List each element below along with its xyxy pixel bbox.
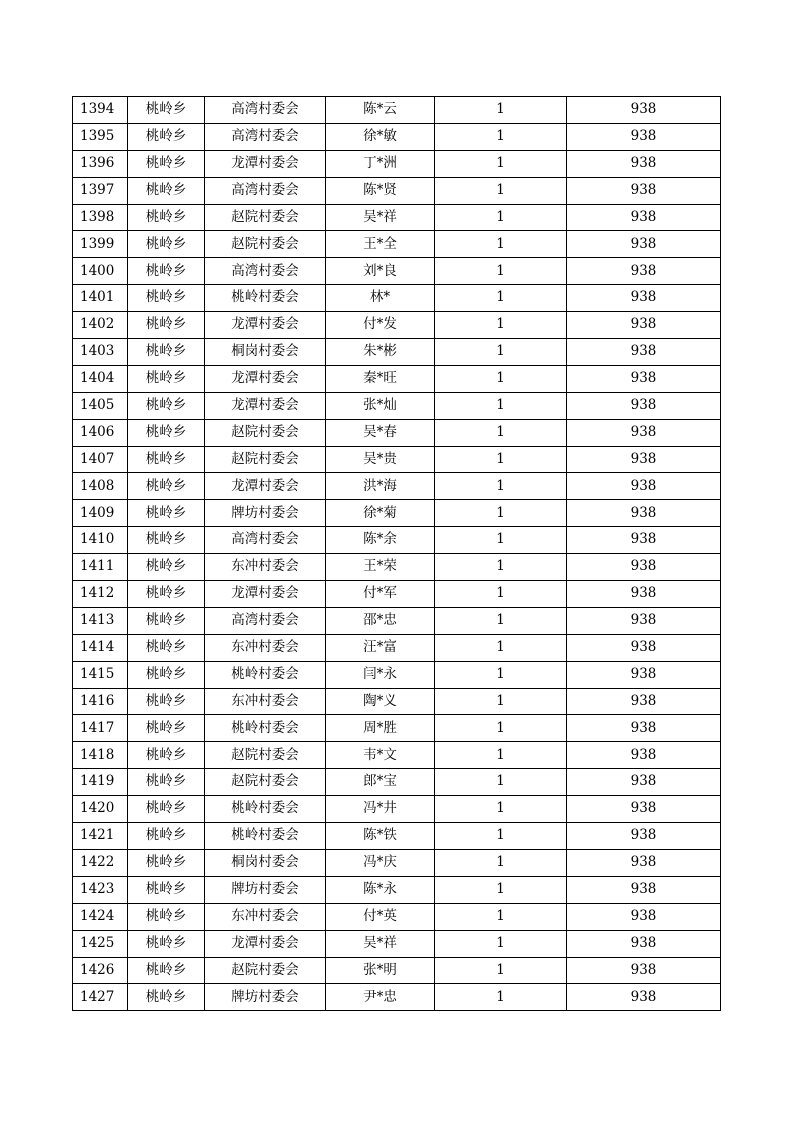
cell-id: 1410 [73, 527, 128, 554]
table-row [73, 392, 721, 419]
cell-name: 陈*铁 [326, 823, 435, 850]
table-row [73, 688, 721, 715]
cell-town: 桃岭乡 [128, 365, 205, 392]
cell-village: 高湾村委会 [205, 123, 326, 150]
cell-amount: 938 [567, 419, 721, 446]
cell-name: 邵*忠 [326, 607, 435, 634]
cell-town: 桃岭乡 [128, 231, 205, 258]
cell-village: 桃岭村委会 [205, 661, 326, 688]
cell-town: 桃岭乡 [128, 204, 205, 231]
cell-name: 洪*海 [326, 473, 435, 500]
cell-village: 桃岭村委会 [205, 823, 326, 850]
cell-count: 1 [435, 849, 567, 876]
table-row [73, 876, 721, 903]
cell-town: 桃岭乡 [128, 876, 205, 903]
cell-id: 1420 [73, 796, 128, 823]
cell-name: 尹*忠 [326, 984, 435, 1011]
cell-id: 1411 [73, 554, 128, 581]
cell-count: 1 [435, 231, 567, 258]
cell-name: 朱*彬 [326, 339, 435, 366]
cell-town: 桃岭乡 [128, 742, 205, 769]
cell-name: 丁*洲 [326, 150, 435, 177]
table-row [73, 796, 721, 823]
cell-amount: 938 [567, 715, 721, 742]
cell-name: 郎*宝 [326, 769, 435, 796]
cell-town: 桃岭乡 [128, 419, 205, 446]
cell-name: 冯*井 [326, 796, 435, 823]
table-row [73, 661, 721, 688]
cell-name: 闫*永 [326, 661, 435, 688]
cell-id: 1406 [73, 419, 128, 446]
cell-name: 陈*永 [326, 876, 435, 903]
cell-name: 林* [326, 285, 435, 312]
cell-town: 桃岭乡 [128, 930, 205, 957]
cell-count: 1 [435, 312, 567, 339]
cell-amount: 938 [567, 231, 721, 258]
cell-village: 赵院村委会 [205, 231, 326, 258]
cell-amount: 938 [567, 392, 721, 419]
cell-count: 1 [435, 150, 567, 177]
cell-town: 桃岭乡 [128, 473, 205, 500]
cell-name: 刘*良 [326, 258, 435, 285]
table-row [73, 984, 721, 1011]
cell-id: 1404 [73, 365, 128, 392]
cell-count: 1 [435, 581, 567, 608]
table-row [73, 177, 721, 204]
table-row [73, 930, 721, 957]
cell-town: 桃岭乡 [128, 554, 205, 581]
cell-id: 1418 [73, 742, 128, 769]
cell-name: 付*英 [326, 903, 435, 930]
cell-town: 桃岭乡 [128, 715, 205, 742]
cell-name: 陈*余 [326, 527, 435, 554]
cell-amount: 938 [567, 285, 721, 312]
cell-village: 高湾村委会 [205, 607, 326, 634]
cell-count: 1 [435, 258, 567, 285]
cell-name: 汪*富 [326, 634, 435, 661]
cell-count: 1 [435, 527, 567, 554]
cell-count: 1 [435, 661, 567, 688]
cell-name: 吴*贵 [326, 446, 435, 473]
cell-village: 桃岭村委会 [205, 796, 326, 823]
cell-town: 桃岭乡 [128, 285, 205, 312]
cell-name: 徐*菊 [326, 500, 435, 527]
cell-id: 1414 [73, 634, 128, 661]
cell-id: 1413 [73, 607, 128, 634]
cell-village: 高湾村委会 [205, 177, 326, 204]
cell-count: 1 [435, 930, 567, 957]
cell-town: 桃岭乡 [128, 581, 205, 608]
cell-id: 1396 [73, 150, 128, 177]
cell-amount: 938 [567, 769, 721, 796]
cell-amount: 938 [567, 661, 721, 688]
table-row [73, 231, 721, 258]
cell-village: 龙潭村委会 [205, 473, 326, 500]
cell-name: 王*全 [326, 231, 435, 258]
cell-count: 1 [435, 984, 567, 1011]
table-row [73, 446, 721, 473]
cell-name: 陶*义 [326, 688, 435, 715]
cell-id: 1398 [73, 204, 128, 231]
cell-village: 龙潭村委会 [205, 581, 326, 608]
cell-count: 1 [435, 634, 567, 661]
cell-id: 1424 [73, 903, 128, 930]
cell-village: 高湾村委会 [205, 97, 326, 124]
cell-amount: 938 [567, 796, 721, 823]
cell-village: 桐岗村委会 [205, 849, 326, 876]
cell-count: 1 [435, 446, 567, 473]
cell-village: 东冲村委会 [205, 554, 326, 581]
cell-count: 1 [435, 392, 567, 419]
cell-amount: 938 [567, 554, 721, 581]
cell-town: 桃岭乡 [128, 527, 205, 554]
cell-count: 1 [435, 285, 567, 312]
cell-town: 桃岭乡 [128, 258, 205, 285]
cell-amount: 938 [567, 97, 721, 124]
cell-count: 1 [435, 688, 567, 715]
cell-name: 徐*敏 [326, 123, 435, 150]
cell-name: 吴*春 [326, 419, 435, 446]
table-row [73, 500, 721, 527]
cell-town: 桃岭乡 [128, 446, 205, 473]
cell-count: 1 [435, 742, 567, 769]
cell-town: 桃岭乡 [128, 500, 205, 527]
cell-village: 赵院村委会 [205, 957, 326, 984]
cell-town: 桃岭乡 [128, 688, 205, 715]
cell-town: 桃岭乡 [128, 984, 205, 1011]
cell-id: 1395 [73, 123, 128, 150]
cell-town: 桃岭乡 [128, 392, 205, 419]
cell-village: 赵院村委会 [205, 419, 326, 446]
cell-town: 桃岭乡 [128, 123, 205, 150]
cell-id: 1417 [73, 715, 128, 742]
table-body [73, 97, 721, 1011]
cell-town: 桃岭乡 [128, 177, 205, 204]
table-row [73, 365, 721, 392]
cell-count: 1 [435, 903, 567, 930]
cell-village: 牌坊村委会 [205, 500, 326, 527]
cell-village: 龙潭村委会 [205, 365, 326, 392]
table-row [73, 957, 721, 984]
cell-amount: 938 [567, 365, 721, 392]
cell-id: 1422 [73, 849, 128, 876]
cell-amount: 938 [567, 150, 721, 177]
cell-village: 桐岗村委会 [205, 339, 326, 366]
cell-town: 桃岭乡 [128, 339, 205, 366]
cell-count: 1 [435, 796, 567, 823]
cell-amount: 938 [567, 903, 721, 930]
cell-village: 牌坊村委会 [205, 876, 326, 903]
cell-id: 1425 [73, 930, 128, 957]
cell-town: 桃岭乡 [128, 769, 205, 796]
cell-id: 1394 [73, 97, 128, 124]
cell-count: 1 [435, 876, 567, 903]
cell-amount: 938 [567, 823, 721, 850]
cell-id: 1399 [73, 231, 128, 258]
cell-count: 1 [435, 607, 567, 634]
cell-village: 赵院村委会 [205, 769, 326, 796]
cell-id: 1415 [73, 661, 128, 688]
cell-count: 1 [435, 419, 567, 446]
cell-name: 吴*祥 [326, 204, 435, 231]
cell-name: 陈*云 [326, 97, 435, 124]
cell-count: 1 [435, 500, 567, 527]
cell-village: 龙潭村委会 [205, 312, 326, 339]
table-row [73, 607, 721, 634]
cell-name: 张*明 [326, 957, 435, 984]
cell-id: 1405 [73, 392, 128, 419]
table-row [73, 312, 721, 339]
cell-name: 王*荣 [326, 554, 435, 581]
cell-village: 东冲村委会 [205, 903, 326, 930]
cell-id: 1426 [73, 957, 128, 984]
cell-amount: 938 [567, 446, 721, 473]
cell-name: 吴*祥 [326, 930, 435, 957]
cell-id: 1402 [73, 312, 128, 339]
cell-name: 陈*贤 [326, 177, 435, 204]
cell-id: 1412 [73, 581, 128, 608]
cell-village: 龙潭村委会 [205, 392, 326, 419]
cell-village: 赵院村委会 [205, 742, 326, 769]
table-row [73, 715, 721, 742]
table-row [73, 419, 721, 446]
cell-name: 张*灿 [326, 392, 435, 419]
table-row [73, 204, 721, 231]
table-row [73, 150, 721, 177]
cell-town: 桃岭乡 [128, 97, 205, 124]
cell-id: 1400 [73, 258, 128, 285]
cell-amount: 938 [567, 527, 721, 554]
cell-village: 东冲村委会 [205, 688, 326, 715]
cell-amount: 938 [567, 876, 721, 903]
table-row [73, 742, 721, 769]
cell-amount: 938 [567, 984, 721, 1011]
table-row [73, 285, 721, 312]
table-row [73, 473, 721, 500]
subsidy-table [72, 96, 721, 1011]
cell-village: 高湾村委会 [205, 258, 326, 285]
cell-count: 1 [435, 339, 567, 366]
cell-count: 1 [435, 473, 567, 500]
document-table-wrapper [72, 96, 720, 1011]
cell-village: 赵院村委会 [205, 204, 326, 231]
cell-name: 秦*旺 [326, 365, 435, 392]
cell-id: 1407 [73, 446, 128, 473]
cell-town: 桃岭乡 [128, 661, 205, 688]
table-row [73, 823, 721, 850]
cell-count: 1 [435, 554, 567, 581]
cell-town: 桃岭乡 [128, 312, 205, 339]
cell-id: 1409 [73, 500, 128, 527]
table-row [73, 97, 721, 124]
table-row [73, 554, 721, 581]
cell-count: 1 [435, 957, 567, 984]
cell-name: 付*军 [326, 581, 435, 608]
cell-name: 周*胜 [326, 715, 435, 742]
cell-village: 桃岭村委会 [205, 715, 326, 742]
cell-amount: 938 [567, 339, 721, 366]
cell-id: 1416 [73, 688, 128, 715]
cell-count: 1 [435, 97, 567, 124]
cell-town: 桃岭乡 [128, 823, 205, 850]
cell-name: 韦*文 [326, 742, 435, 769]
cell-town: 桃岭乡 [128, 903, 205, 930]
cell-id: 1401 [73, 285, 128, 312]
cell-amount: 938 [567, 473, 721, 500]
cell-id: 1419 [73, 769, 128, 796]
cell-town: 桃岭乡 [128, 849, 205, 876]
cell-id: 1427 [73, 984, 128, 1011]
cell-amount: 938 [567, 957, 721, 984]
table-row [73, 339, 721, 366]
cell-amount: 938 [567, 634, 721, 661]
cell-id: 1423 [73, 876, 128, 903]
cell-town: 桃岭乡 [128, 957, 205, 984]
cell-town: 桃岭乡 [128, 634, 205, 661]
table-row [73, 527, 721, 554]
cell-amount: 938 [567, 177, 721, 204]
cell-count: 1 [435, 769, 567, 796]
cell-village: 龙潭村委会 [205, 150, 326, 177]
table-row [73, 123, 721, 150]
cell-amount: 938 [567, 849, 721, 876]
cell-count: 1 [435, 365, 567, 392]
cell-amount: 938 [567, 204, 721, 231]
cell-name: 付*发 [326, 312, 435, 339]
cell-amount: 938 [567, 607, 721, 634]
cell-amount: 938 [567, 258, 721, 285]
cell-id: 1403 [73, 339, 128, 366]
table-row [73, 258, 721, 285]
cell-name: 冯*庆 [326, 849, 435, 876]
cell-id: 1421 [73, 823, 128, 850]
cell-village: 牌坊村委会 [205, 984, 326, 1011]
cell-amount: 938 [567, 742, 721, 769]
cell-amount: 938 [567, 581, 721, 608]
cell-id: 1408 [73, 473, 128, 500]
cell-amount: 938 [567, 500, 721, 527]
cell-town: 桃岭乡 [128, 796, 205, 823]
cell-count: 1 [435, 204, 567, 231]
cell-amount: 938 [567, 123, 721, 150]
cell-count: 1 [435, 715, 567, 742]
cell-town: 桃岭乡 [128, 150, 205, 177]
cell-town: 桃岭乡 [128, 607, 205, 634]
table-row [73, 634, 721, 661]
cell-count: 1 [435, 823, 567, 850]
cell-amount: 938 [567, 930, 721, 957]
cell-count: 1 [435, 123, 567, 150]
cell-village: 高湾村委会 [205, 527, 326, 554]
table-row [73, 581, 721, 608]
table-row [73, 769, 721, 796]
cell-village: 龙潭村委会 [205, 930, 326, 957]
cell-village: 桃岭村委会 [205, 285, 326, 312]
cell-id: 1397 [73, 177, 128, 204]
table-row [73, 903, 721, 930]
table-row [73, 849, 721, 876]
cell-village: 赵院村委会 [205, 446, 326, 473]
cell-amount: 938 [567, 688, 721, 715]
cell-count: 1 [435, 177, 567, 204]
cell-amount: 938 [567, 312, 721, 339]
cell-village: 东冲村委会 [205, 634, 326, 661]
